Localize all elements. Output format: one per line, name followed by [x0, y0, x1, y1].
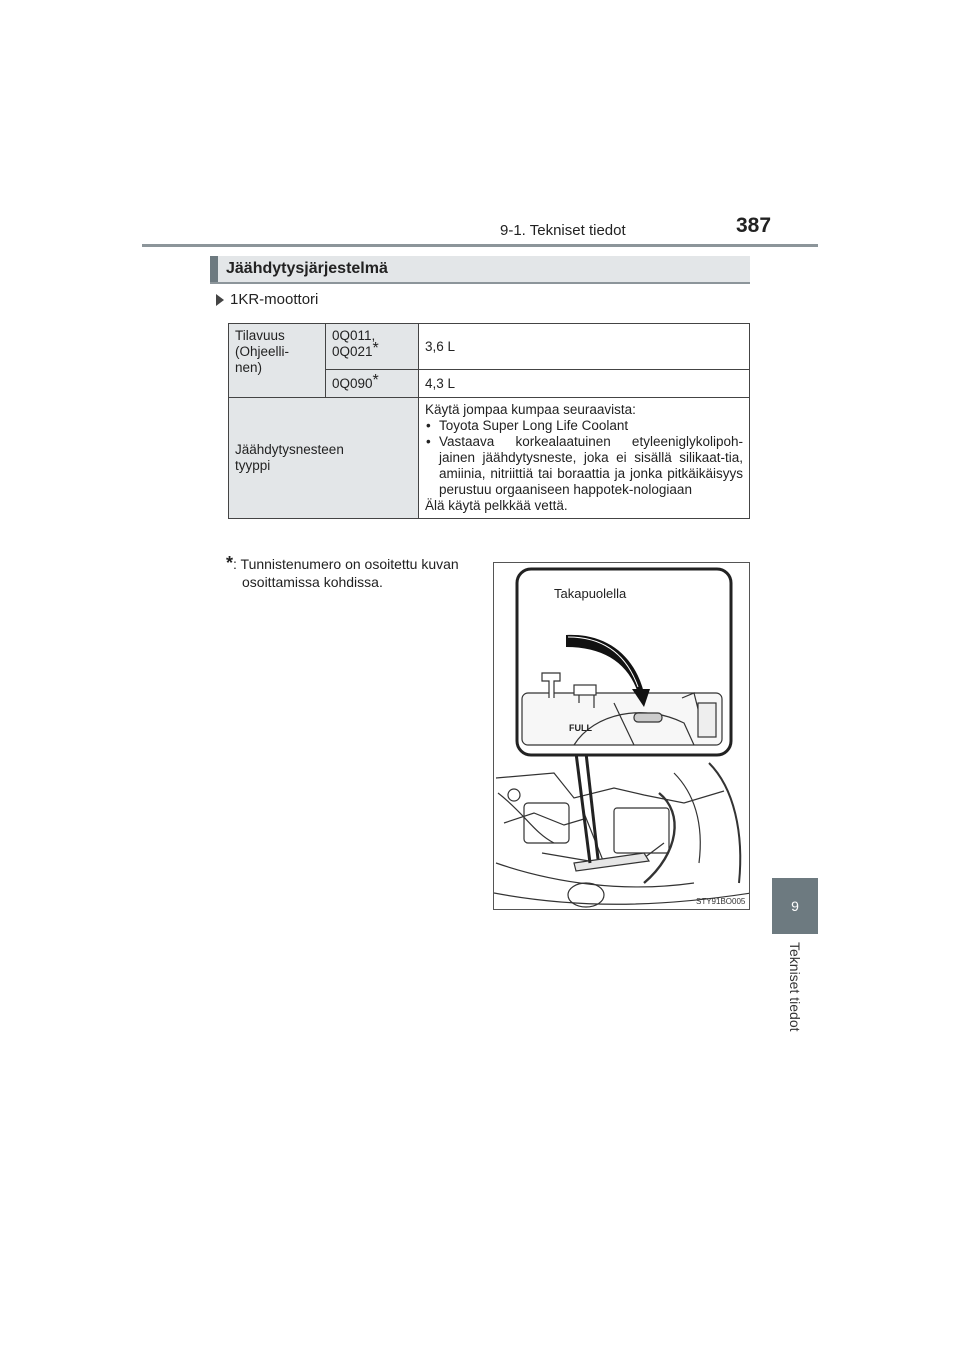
- engine-code-cell: [326, 370, 419, 398]
- chapter-tab-label: [777, 942, 813, 1042]
- list-item: • Vastaava korkealaatuinen etyleeniglykolipoh-jainen jäähdytysneste, joka ei sisällä silikaat-tia, amiinia, nitriittiä tai boraattia ja jonka pitkäikäisyys perustuu orgaaniseen happotek-nologiaan: [425, 434, 743, 498]
- list-item: • Toyota Super Long Life Coolant: [425, 418, 743, 434]
- asterisk-marker: *: [372, 340, 379, 357]
- section-heading: [210, 256, 750, 284]
- header-rule: [142, 244, 818, 247]
- tank-full-label: FULL: [569, 723, 592, 733]
- figure-code: STY91BO005: [696, 897, 746, 906]
- capacity-value: 3,6 L: [425, 338, 456, 354]
- capacity-value-cell: [419, 324, 750, 370]
- engine-bay-drawing: [494, 563, 750, 910]
- coolant-type-intro: Käytä jompaa kumpaa seuraavista:: [425, 402, 636, 417]
- table-row: [229, 324, 750, 370]
- footnote: [226, 554, 486, 591]
- engine-code-cell: [326, 324, 419, 370]
- coolant-type-label-cell: [229, 398, 419, 519]
- coolant-type-value-cell: [419, 398, 750, 519]
- section-heading-bar: [210, 256, 218, 282]
- page-number: 387: [736, 214, 772, 237]
- triangle-bullet-icon: [216, 294, 224, 306]
- subheading: [216, 291, 318, 308]
- engine-code: 0Q021: [332, 344, 373, 359]
- capacity-value-cell: [419, 370, 750, 398]
- footnote-text: : Tunnistenumero on osoitettu kuvan: [233, 556, 459, 572]
- footnote-asterisk: *: [226, 553, 234, 573]
- coolant-type-label-line: Jäähdytysnesteen: [235, 442, 344, 457]
- capacity-label-line: Tilavuus: [235, 328, 285, 343]
- capacity-label-line: nen): [235, 360, 263, 375]
- chapter-tab: 9: [772, 878, 818, 934]
- chapter-tab-label-text: Tekniset tiedot: [787, 942, 803, 1032]
- engine-code: 0Q090: [332, 375, 373, 391]
- running-header-section: 9-1. Tekniset tiedot: [500, 222, 626, 239]
- figure-callout-text: Takapuolella: [554, 586, 627, 601]
- capacity-label-cell: [229, 324, 326, 398]
- asterisk-marker: *: [372, 371, 379, 389]
- engine-code: 0Q011,: [332, 328, 376, 343]
- engine-bay-illustration: [493, 562, 750, 910]
- coolant-type-list: [425, 418, 743, 498]
- coolant-spec-table: [228, 323, 750, 519]
- coolant-warning: Älä käytä pelkkää vettä.: [425, 498, 568, 513]
- footnote-text: osoittamissa kohdissa.: [242, 574, 383, 590]
- section-title: Jäähdytysjärjestelmä: [226, 260, 388, 277]
- capacity-value: 4,3 L: [425, 375, 456, 391]
- capacity-label-line: (Ohjeelli-: [235, 344, 290, 359]
- subheading-text: 1KR-moottori: [230, 291, 319, 308]
- table-row: [229, 398, 750, 519]
- coolant-type-label-line: tyyppi: [235, 458, 271, 473]
